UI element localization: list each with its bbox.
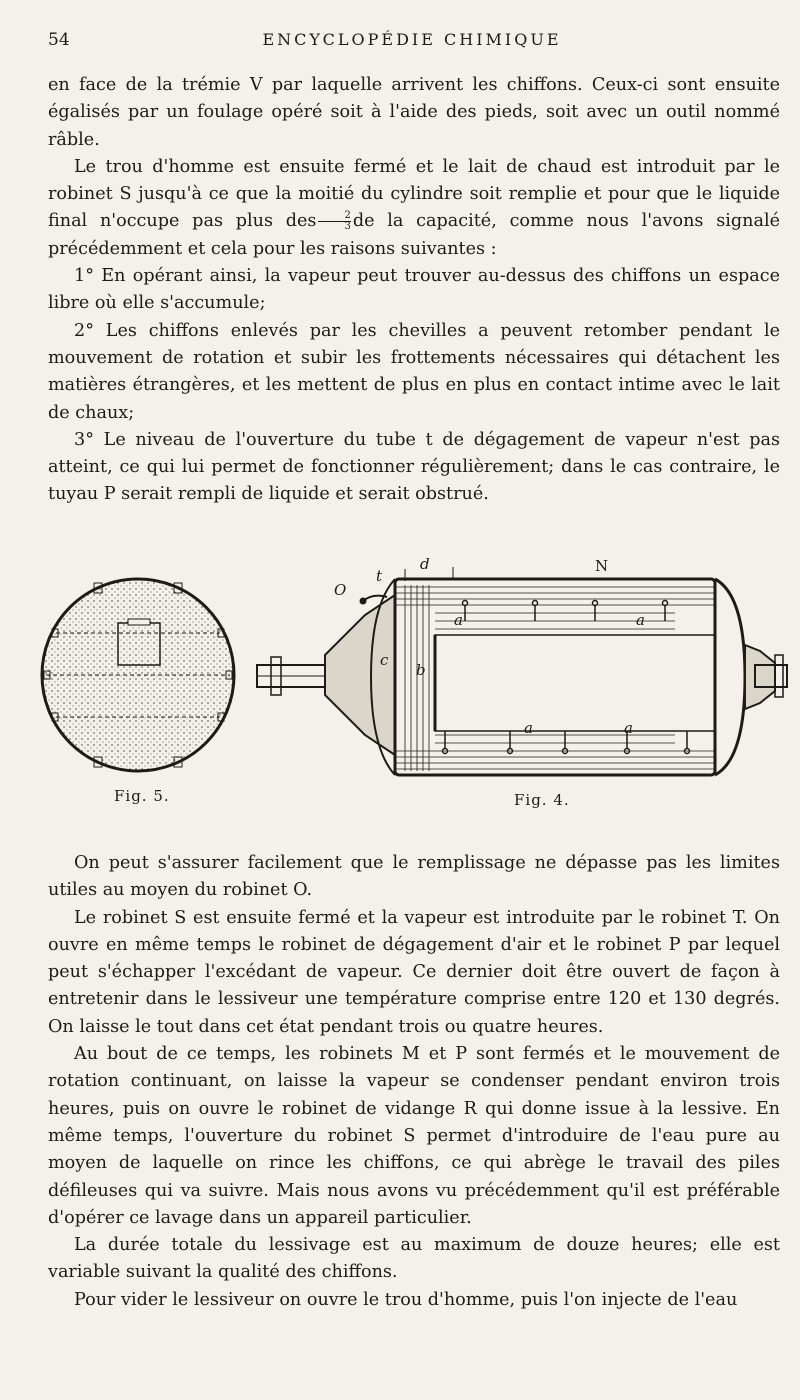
fig4-label-a-bottom-right: a [624, 719, 634, 737]
paragraph-5: 3° Le niveau de l'ouverture du tube t de dégagement de vapeur n'est pas atteint, ce qui lui permet de fonctionner régulièrement; dans le cas contraire, le tuyau P serait rempli de liquide et serait obstrué. [48, 429, 780, 505]
paragraph-10: Pour vider le lessiveur on ouvre le trou d'homme, puis l'on injecte de l'eau [74, 1289, 738, 1310]
fig4-label-b: b [416, 661, 427, 679]
paragraph-3: 1° En opérant ainsi, la vapeur peut trouver au-dessus des chiffons un espace libre où elle s'accumule; [48, 266, 780, 314]
running-title: ENCYCLOPÉDIE CHIMIQUE [262, 30, 562, 49]
fig4-label-t: t [376, 567, 384, 585]
fig4-label-a-top-left: a [454, 611, 464, 629]
page-number: 54 [48, 30, 70, 50]
fraction-denominator: 3 [344, 220, 351, 232]
paragraph-9: La durée totale du lessivage est au maximum de douze heures; elle est variable suivant la qualité des chiffons. [48, 1235, 780, 1283]
fig5-drawing [38, 575, 238, 775]
fig4-label-a-top-right: a [636, 611, 646, 629]
paragraph-8: Au bout de ce temps, les robinets M et P sont fermés et le mouvement de rotation continuant, on laisse la vapeur se condenser pendant environ trois heures, puis on ouvre le robinet de vidange R qui donne issue à la lessive. En même temps, l'ouverture du robinet S permet d'introduire de l'eau pure au moyen de laquelle on rince les chiffons, ce qui abrège le travail des piles défileuses qui va suivre. Mais nous avons vu précédemment qu'il est préférable d'opérer ce lavage dans un appareil particulier. [48, 1044, 780, 1228]
fraction-two-thirds [318, 211, 350, 232]
paragraph-7: Le robinet S est ensuite fermé et la vapeur est introduite par le robinet T. On ouvre en même temps le robinet de dégagement d'air et le robinet P par lequel peut s'échapper l'excédant de vapeur. Ce dernier doit être ouvert de façon à entretenir dans le lessiveur une température comprise entre 120 et 130 degrés. On laisse le tout dans cet état pendant trois ou quatre heures. [48, 907, 780, 1037]
paragraph-4: 2° Les chiffons enlevés par les chevilles a peuvent retomber pendant le mouvement de rotation et subir les frottements nécessaires qui détachent les matières étrangères, et les mettent de plus en plus en contact intime avec le lait de chaux; [48, 320, 780, 423]
page-header [48, 30, 776, 54]
text-block-top [48, 72, 780, 509]
fig4-caption: Fig. 4. [514, 791, 570, 809]
paragraph-6: On peut s'assurer facilement que le remplissage ne dépasse pas les limites utiles au moyen du robinet O. [48, 853, 780, 901]
fig4-label-n: N [595, 557, 610, 575]
fig4-label-d: d [420, 555, 431, 573]
paragraph-2-before: Le trou d'homme est ensuite fermé et le lait de chaud est introduit par le robinet S jusqu'à ce que la moitié du cylindre soit remplie et pour que le liquide final n'occupe pas plus des [48, 156, 780, 232]
fig4-label-o: O [334, 581, 348, 599]
fraction-numerator: 2 [318, 211, 350, 222]
fig4-label-c: c [380, 651, 390, 669]
text-block-bottom [48, 850, 780, 1314]
fig5-caption: Fig. 5. [114, 787, 170, 805]
figure-area [30, 555, 790, 825]
paragraph-2 [48, 154, 780, 263]
paragraph-2-after: de la capacité, comme nous l'avons signalé précédemment et cela pour les raisons suivantes : [48, 211, 780, 259]
paragraph-1: en face de la trémie V par laquelle arrivent les chiffons. Ceux-ci sont ensuite égalisés par un foulage opéré soit à l'aide des pieds, soit avec un outil nommé râble. [48, 75, 780, 150]
fig4-label-a-bottom-left: a [524, 719, 534, 737]
